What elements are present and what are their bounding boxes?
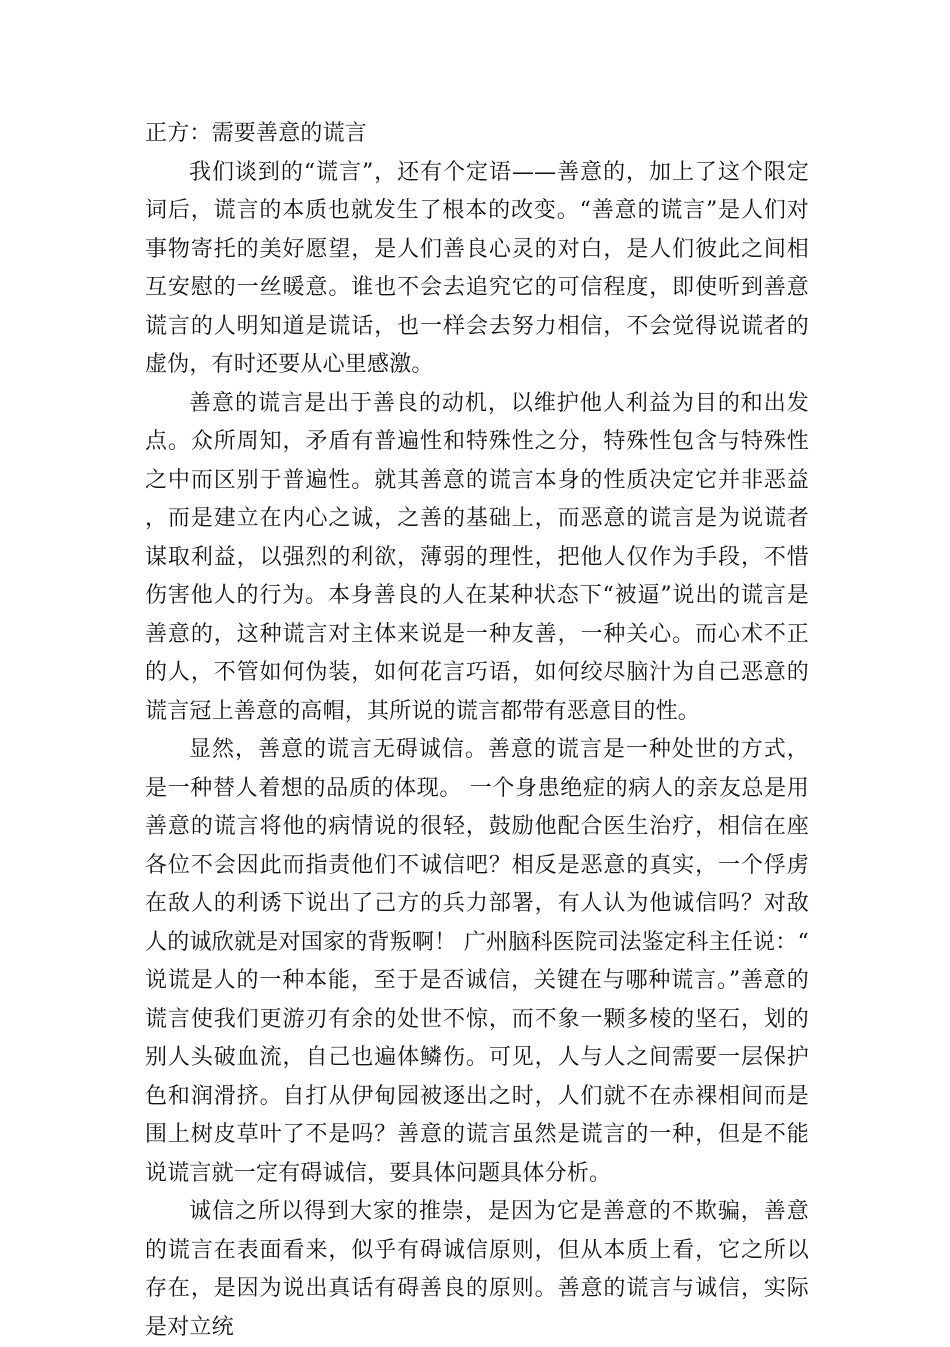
paragraph-2: 善意的谎言是出于善良的动机，以维护他人利益为目的和出发点。众所周知，矛盾有普遍性和特殊性之分，特殊性包含与特殊性之中而区别于普遍性。就其善意的谎言本身的性质决定它并非恶益，而是建立在内心之诚，之善的基础上，而恶意的谎言是为说谎者谋取利益，以强烈的利欲，薄弱的理性，把他人仅作为手段，不惜伤害他人的行为。本身善良的人在某种状态下“被逼”说出的谎言是善意的，这种谎言对主体来说是一种友善，一种关心。而心术不正的人，不管如何伪装，如何花言巧语，如何绞尽脑汁为自己恶意的谎言冠上善意的高帽，其所说的谎言都带有恶意目的性。	[145, 390, 809, 724]
paragraph-1: 我们谈到的“谎言”，还有个定语——善意的，加上了这个限定词后，谎言的本质也就发生了根本的改变。“善意的谎言”是人们对事物寄托的美好愿望，是人们善良心灵的对白，是人们彼此之间相互安慰的一丝暖意。谁也不会去追究它的可信程度，即使听到善意谎言的人明知道是谎话，也一样会去努力相信，不会觉得说谎者的虚伪，有时还要从心里感激。	[145, 159, 809, 377]
document-title: 正方：需要善意的谎言	[145, 121, 368, 146]
paragraph-3: 显然，善意的谎言无碍诚信。善意的谎言是一种处世的方式，是一种替人着想的品质的体现。 一个身患绝症的病人的亲友总是用善意的谎言将他的病情说的很轻，鼓励他配合医生治疗，相信在座各位不会因此而指责他们不诚信吧？相反是恶意的真实，一个俘虏在敌人的利诱下说出了己方的兵力部署，有人认为他诚信吗？对敌人的诚欣就是对国家的背叛啊！ 广州脑科医院司法鉴定科主任说：“说谎是人的一种本能，至于是否诚信，关键在与哪种谎言。”善意的谎言使我们更游刃有余的处世不惊，而不象一颗多棱的坚石，划的别人头破血流，自己也遍体鳞伤。可见，人与人之间需要一层保护色和润滑挤。自打从伊甸园被逐出之时，人们就不在赤裸相间而是围上树皮草叶了不是吗？善意的谎言虽然是谎言的一种，但是不能说谎言就一定有碍诚信，要具体问题具体分析。	[145, 737, 809, 1186]
document-page	[145, 115, 809, 1347]
paragraph-4: 诚信之所以得到大家的推崇，是因为它是善意的不欺骗，善意的谎言在表面看来，似乎有碍诚信原则，但从本质上看，它之所以存在，是因为说出真话有碍善良的原则。善意的谎言与诚信，实际是对立统	[145, 1199, 809, 1340]
